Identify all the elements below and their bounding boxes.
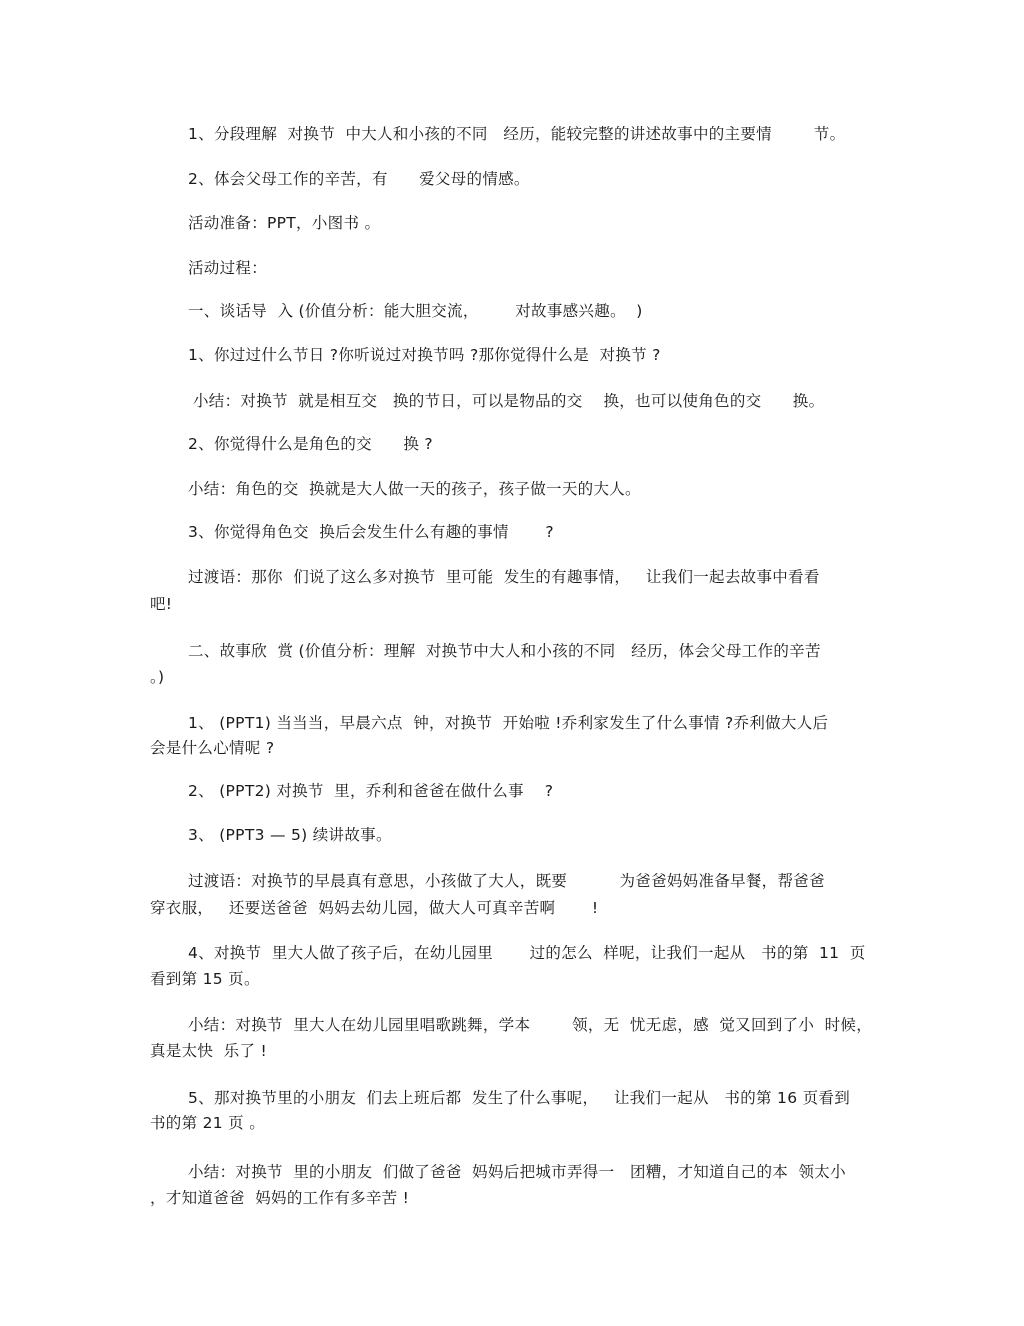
summary-4-line-1: 小结：对换节 里的小朋友 们做了爸爸 妈妈后把城市弄得一 团糟，才知道自己的本 领太小 xyxy=(188,1163,846,1181)
question-1: 1、你过过什么节日 ?你听说过对换节吗 ?那你觉得什么是 对换节 ? xyxy=(188,346,661,364)
objective-1: 1、分段理解 对换节 中大人和小孩的不同 经历，能较完整的讲述故事中的主要情 节。 xyxy=(188,125,846,143)
step-1-line-2: 会是什么心情呢 ? xyxy=(150,739,275,757)
transition-1-line-2: 吧! xyxy=(150,595,173,613)
summary-1: 小结：对换节 就是相互交 换的节日，可以是物品的交 换，也可以使角色的交 换。 xyxy=(193,392,825,410)
step-4-line-1: 4、对换节 里大人做了孩子后，在幼儿园里 过的怎么 样呢，让我们一起从 书的第 11 页 xyxy=(188,944,866,962)
section-2-heading-line-1: 二、故事欣 赏 (价值分析：理解 对换节中大人和小孩的不同 经历，体会父母工作的辛苦 xyxy=(188,642,821,660)
section-1-heading: 一、谈话导 入 (价值分析：能大胆交流， 对故事感兴趣。 ) xyxy=(188,302,643,320)
transition-1-line-1: 过渡语：那你 们说了这么多对换节 里可能 发生的有趣事情， 让我们一起去故事中看看 xyxy=(188,568,820,586)
step-5-line-2: 书的第 21 页 。 xyxy=(150,1114,266,1132)
section-2-heading-line-2: 。) xyxy=(150,668,165,686)
transition-2-line-2: 穿衣服， 还要送爸爸 妈妈去幼儿园，做大人可真辛苦啊 ! xyxy=(150,899,599,917)
step-2: 2、 (PPT2) 对换节 里，乔利和爸爸在做什么事 ? xyxy=(188,782,554,800)
step-4-line-2: 看到第 15 页。 xyxy=(150,970,260,988)
step-3: 3、 (PPT3 — 5) 续讲故事。 xyxy=(188,826,392,844)
step-5-line-1: 5、那对换节里的小朋友 们去上班后都 发生了什么事呢， 让我们一起从 书的第 16 页看到 xyxy=(188,1089,851,1107)
objective-2: 2、体会父母工作的辛苦，有 爱父母的情感。 xyxy=(188,170,530,188)
question-2: 2、你觉得什么是角色的交 换 ? xyxy=(188,435,433,453)
summary-3-line-1: 小结：对换节 里大人在幼儿园里唱歌跳舞，学本 领，无 忧无虑，感 觉又回到了小 时候， xyxy=(188,1016,873,1034)
summary-4-line-2: ，才知道爸爸 妈妈的工作有多辛苦 ! xyxy=(150,1189,410,1207)
step-1-line-1: 1、 (PPT1) 当当当，早晨六点 钟，对换节 开始啦 !乔利家发生了什么事情 ?乔利做大人后 xyxy=(188,714,829,732)
activity-process-heading: 活动过程： xyxy=(188,259,268,277)
summary-2: 小结：角色的交 换就是大人做一天的孩子，孩子做一天的大人。 xyxy=(188,480,641,498)
activity-preparation: 活动准备：PPT，小图书 。 xyxy=(188,214,381,232)
transition-2-line-1: 过渡语：对换节的早晨真有意思，小孩做了大人，既要 为爸爸妈妈准备早餐，帮爸爸 xyxy=(188,872,825,890)
summary-3-line-2: 真是太快 乐了 ! xyxy=(150,1042,267,1060)
question-3: 3、你觉得角色交 换后会发生什么有趣的事情 ? xyxy=(188,523,554,541)
